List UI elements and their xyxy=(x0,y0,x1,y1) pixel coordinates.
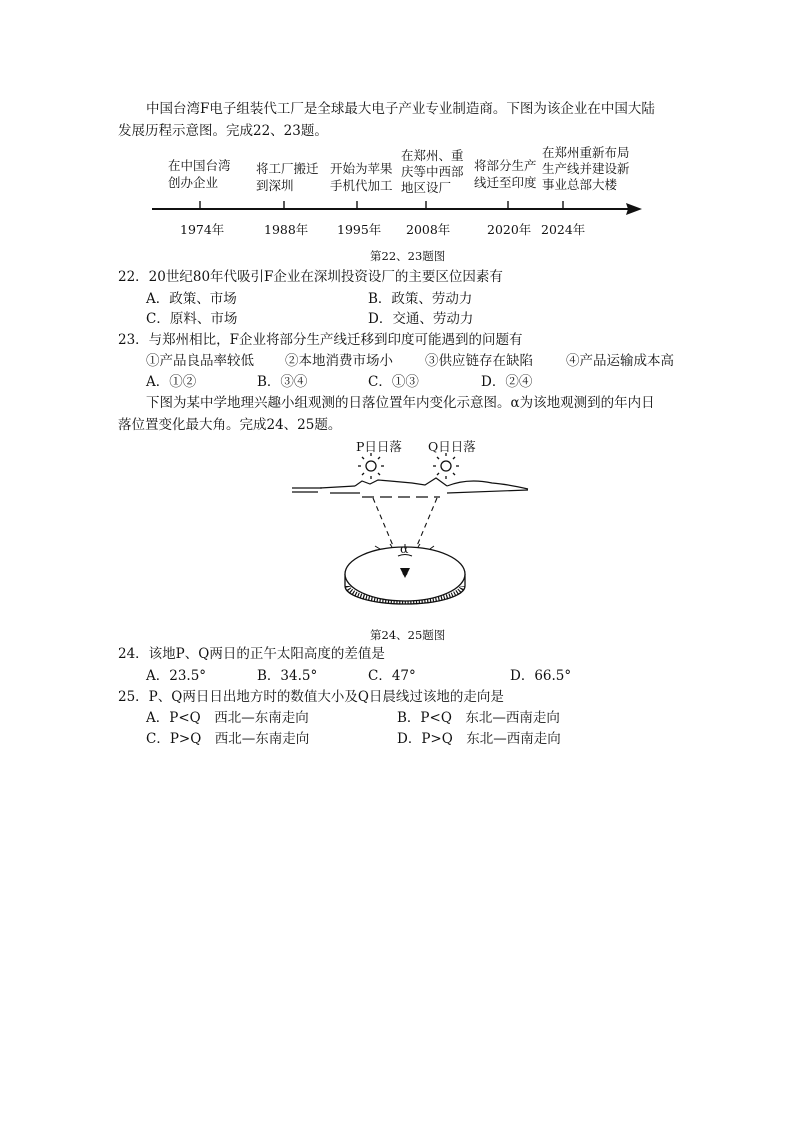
year-2024: 2024年 xyxy=(541,222,586,237)
intro2-line2: 落位置变化最大角。完成24、25题。 xyxy=(118,417,342,433)
event-1995-line2: 手机代加工 xyxy=(330,178,393,193)
q24-stem: 24．该地P、Q两日的正午太阳高度的差值是 xyxy=(118,646,385,662)
event-1988-line1: 将工厂搬迁 xyxy=(256,161,319,176)
q23-stem: 23．与郑州相比，F企业将部分生产线迁移到印度可能遇到的问题有 xyxy=(118,332,523,348)
year-1988: 1988年 xyxy=(264,222,309,237)
figure1-caption: 第22、23题图 xyxy=(370,249,446,263)
q22-stem: 22．20世纪80年代吸引F企业在深圳投资设厂的主要区位因素有 xyxy=(118,269,503,285)
q23-statement-1: ①产品良品率较低 xyxy=(146,353,254,369)
year-2008: 2008年 xyxy=(406,222,451,237)
intro1-line2: 发展历程示意图。完成22、23题。 xyxy=(118,123,328,139)
event-2008-line2: 庆等中西部 xyxy=(401,164,464,179)
event-1974-line2: 创办企业 xyxy=(168,175,219,190)
event-2008-line3: 地区设厂 xyxy=(401,180,452,195)
intro1-line1: 中国台湾F电子组装代工厂是全球最大电子产业专业制造商。下图为该企业在中国大陆 xyxy=(146,101,655,117)
q24-option-b: B．34.5° xyxy=(257,668,318,684)
p-sunset-label: P日日落 xyxy=(356,439,402,454)
event-1995-line1: 开始为苹果 xyxy=(330,161,393,176)
q23-option-a: A．①② xyxy=(146,374,197,390)
horizon-line xyxy=(292,478,528,493)
event-2024-line3: 事业总部大楼 xyxy=(542,177,618,192)
event-1974-line1: 在中国台湾 xyxy=(168,158,231,173)
q24-option-c: C．47° xyxy=(368,668,416,684)
q25-option-b: B．P<Q 东北—西南走向 xyxy=(397,710,560,726)
q24-option-d: D．66.5° xyxy=(510,668,572,684)
q23-option-b: B．③④ xyxy=(257,374,308,390)
q23-statement-2: ②本地消费市场小 xyxy=(285,353,393,369)
q25-option-c: C．P>Q 西北—东南走向 xyxy=(146,731,310,747)
q24-option-a: A．23.5° xyxy=(146,668,207,684)
q-sunset-label: Q日日落 xyxy=(428,439,476,454)
event-2024-line2: 生产线并建设新 xyxy=(542,161,630,176)
event-2024-line1: 在郑州重新布局 xyxy=(542,145,630,160)
q22-option-a: A．政策、市场 xyxy=(146,291,237,307)
event-2008-line1: 在郑州、重 xyxy=(401,148,464,163)
p-sun-icon xyxy=(358,453,384,479)
alpha-label: α xyxy=(400,541,409,556)
q23-option-c: C．①③ xyxy=(368,374,419,390)
q25-option-a: A．P<Q 西北—东南走向 xyxy=(146,710,309,726)
year-2020: 2020年 xyxy=(487,222,532,237)
q25-stem: 25．P、Q两日日出地方时的数值大小及Q日晨线过该地的走向是 xyxy=(118,689,504,705)
q22-option-b: B．政策、劳动力 xyxy=(368,291,473,307)
observer-point xyxy=(403,571,408,576)
event-2020-line2: 线迁至印度 xyxy=(474,175,537,190)
intro2-line1: 下图为某中学地理兴趣小组观测的日落位置年内变化示意图。α为该地观测到的年内日 xyxy=(146,395,655,411)
figure2-caption: 第24、25题图 xyxy=(370,628,446,642)
event-2020-line1: 将部分生产 xyxy=(474,158,537,173)
q23-statement-3: ③供应链存在缺陷 xyxy=(425,353,533,369)
year-1995: 1995年 xyxy=(337,222,382,237)
q22-option-c: C．原料、市场 xyxy=(146,311,238,327)
q25-option-d: D．P>Q 东北—西南走向 xyxy=(397,731,561,747)
year-1974: 1974年 xyxy=(180,222,225,237)
q22-option-d: D．交通、劳动力 xyxy=(368,311,474,327)
q23-option-d: D．②④ xyxy=(481,374,533,390)
q23-statement-4: ④产品运输成本高 xyxy=(566,353,674,369)
event-1988-line2: 到深圳 xyxy=(256,178,294,193)
q-sun-icon xyxy=(433,453,459,479)
